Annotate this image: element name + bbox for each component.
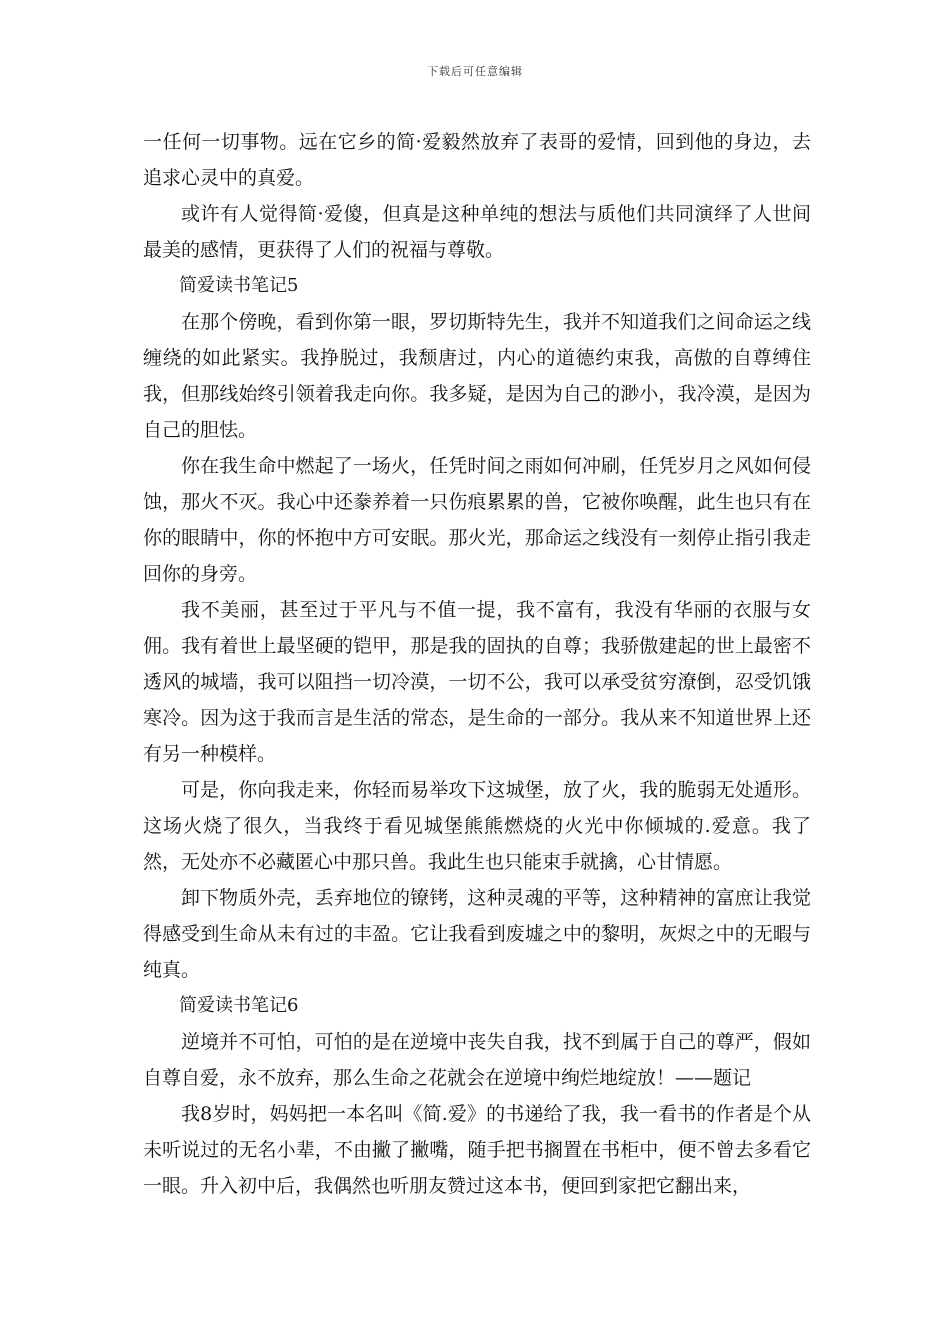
- paragraph-8: 逆境并不可怕，可怕的是在逆境中丧失自我，找不到属于自己的尊严，假如自尊自爱，永不放弃，那么生命之花就会在逆境中绚烂地绽放！——题记: [143, 1031, 811, 1089]
- paragraph-1: 一任何一切事物。远在它乡的简·爱毅然放弃了表哥的爱情，回到他的身边，去追求心灵中的真爱。: [143, 131, 811, 189]
- page-header: 下载后可任意编辑: [427, 65, 523, 78]
- paragraph-5: 我不美丽，甚至过于平凡与不值一提，我不富有，我没有华丽的衣服与女佣。我有着世上最坚硬的铠甲，那是我的固执的自尊；我骄傲建起的世上最密不透风的城墙，我可以阻挡一切冷漠，一切不公，我可以承受贫穷潦倒，忍受饥饿寒冷。因为这于我而言是生活的常态，是生命的一部分。我从来不知道世界上还有另一种模样。: [143, 599, 811, 765]
- paragraph-7: 卸下物质外壳，丢弃地位的镣铐，这种灵魂的平等，这种精神的富庶让我觉得感受到生命从未有过的丰盈。它让我看到废墟之中的黎明，灰烬之中的无暇与纯真。: [143, 887, 811, 981]
- section-heading-6: 简爱读书笔记6: [179, 995, 299, 1016]
- paragraph-4: 你在我生命中燃起了一场火，任凭时间之雨如何冲刷，任凭岁月之风如何侵蚀，那火不灭。我心中还豢养着一只伤痕累累的兽，它被你唤醒，此生也只有在你的眼睛中，你的怀抱中方可安眠。那火光，那命运之线没有一刻停止指引我走回你的身旁。: [143, 455, 811, 585]
- section-heading-5: 简爱读书笔记5: [179, 275, 299, 296]
- paragraph-6: 可是，你向我走来，你轻而易举攻下这城堡，放了火，我的脆弱无处遁形。这场火烧了很久，当我终于看见城堡熊熊燃烧的火光中你倾城的.爱意。我了然，无处亦不必藏匿心中那只兽。我此生也只能束手就擒，心甘情愿。: [143, 779, 811, 873]
- paragraph-9: 我8岁时，妈妈把一本名叫《简.爱》的书递给了我，我一看书的作者是个从未听说过的无名小辈，不由撇了撇嘴，随手把书搁置在书柜中，便不曾去多看它一眼。升入初中后，我偶然也听朋友赞过这本书，便回到家把它翻出来，: [143, 1103, 811, 1197]
- paragraph-2: 或许有人觉得简·爱傻，但真是这种单纯的想法与质他们共同演绎了人世间最美的感情，更获得了人们的祝福与尊敬。: [143, 203, 811, 261]
- article-body: [143, 124, 811, 1204]
- paragraph-3: 在那个傍晚，看到你第一眼，罗切斯特先生，我并不知道我们之间命运之线缠绕的如此紧实。我挣脱过，我颓唐过，内心的道德约束我，高傲的自尊缚住我，但那线始终引领着我走向你。我多疑，是因为自己的渺小，我冷漠，是因为自己的胆怯。: [143, 311, 811, 441]
